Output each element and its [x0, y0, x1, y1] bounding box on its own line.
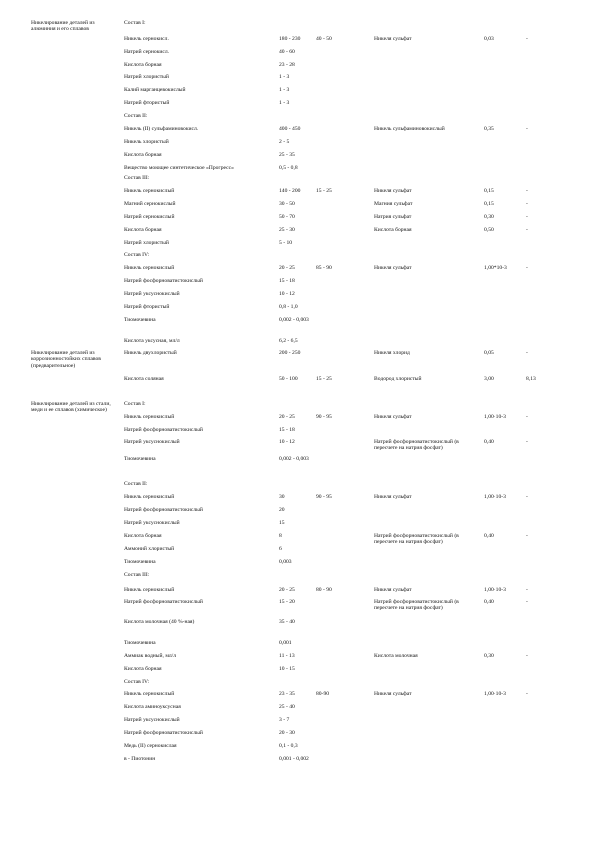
component-name: Натрий фосфорноватистокислый — [124, 599, 203, 605]
limit-value: 0,05 — [484, 350, 494, 356]
concentration-value: 10 - 12 — [279, 439, 295, 445]
component-name: Состав IV: — [124, 679, 150, 685]
controlled-substance: Никеля сульфат — [374, 414, 412, 420]
concentration-value: 0,002 - 0,003 — [279, 456, 309, 462]
concentration-value: 6,2 - 6,5 — [279, 338, 298, 344]
extra-value: - — [526, 494, 528, 500]
component-name: Никель сернокислый — [124, 587, 175, 593]
component-name: Магний сернокислый — [124, 201, 176, 207]
limit-value: 0,15 — [484, 201, 494, 207]
component-name: Натрий фосфорноватистокислый — [124, 427, 203, 433]
component-name: Кислота борная — [124, 152, 162, 158]
limit-value: 0,15 — [484, 188, 494, 194]
temperature-value: 80 - 90 — [316, 587, 332, 593]
limit-value: 0,30 — [484, 653, 494, 659]
concentration-value: 15 — [279, 520, 285, 526]
component-name: Состав II: — [124, 481, 148, 487]
component-name: Состав III: — [124, 175, 150, 181]
concentration-value: 200 - 250 — [279, 350, 301, 356]
limit-value: 0,40 — [484, 599, 494, 605]
concentration-value: 140 - 200 — [279, 188, 301, 194]
component-name: Состав III: — [124, 572, 150, 578]
concentration-value: 10 - 12 — [279, 291, 295, 297]
component-name: Вещество моющее синтетическое «Прогресс» — [124, 165, 234, 171]
component-name: Кислота молочная (40 %-ная) — [124, 619, 195, 625]
component-name: Натрий фосфорноватистокислый — [124, 730, 203, 736]
temperature-value: 80-90 — [316, 691, 330, 697]
component-name: Натрий уксуснокислый — [124, 520, 180, 526]
concentration-value: 40 - 60 — [279, 49, 295, 55]
controlled-substance: Никель сульфаминовокислый — [374, 126, 445, 132]
concentration-value: 10 - 15 — [279, 666, 295, 672]
controlled-substance: Никеля сульфат — [374, 494, 412, 500]
limit-value: 1,00·10-3 — [484, 494, 506, 500]
controlled-substance: Никеля сульфат — [374, 265, 412, 271]
concentration-value: 15 - 20 — [279, 599, 295, 605]
component-name: Аммоний хлористый — [124, 546, 175, 552]
limit-value: 1,00*10-3 — [484, 265, 507, 271]
component-name: Калий марганцевокислый — [124, 87, 186, 93]
temperature-value: 15 - 25 — [316, 188, 332, 194]
extra-value: - — [526, 653, 528, 659]
component-name: Натрий уксуснокислый — [124, 439, 180, 445]
concentration-value: 15 - 18 — [279, 427, 295, 433]
concentration-value: 0,5 - 0,8 — [279, 165, 298, 171]
temperature-value: 90 - 95 — [316, 494, 332, 500]
extra-value: - — [526, 227, 528, 233]
component-name: Никель сернокислый — [124, 691, 175, 697]
concentration-value: 1 - 3 — [279, 74, 290, 80]
concentration-value: 20 — [279, 507, 285, 513]
concentration-value: 8 — [279, 533, 282, 539]
limit-value: 0,35 — [484, 126, 494, 132]
component-name: Никель хлористый — [124, 139, 169, 145]
extra-value: - — [526, 599, 528, 605]
extra-value: - — [526, 265, 528, 271]
concentration-value: 23 - 28 — [279, 62, 295, 68]
concentration-value: 25 - 30 — [279, 227, 295, 233]
extra-value: - — [526, 414, 528, 420]
limit-value: 0,03 — [484, 36, 494, 42]
limit-value: 1,00·10-3 — [484, 691, 506, 697]
extra-value: - — [526, 201, 528, 207]
extra-value: - — [526, 214, 528, 220]
controlled-substance: Натрий фосфорноватистокислый (в пересчете на натрия фосфат) — [374, 533, 459, 546]
component-name: Никель двухлористый — [124, 350, 177, 356]
concentration-value: 50 - 70 — [279, 214, 295, 220]
concentration-value: 0,002 - 0,003 — [279, 317, 309, 323]
temperature-value: 15 - 25 — [316, 376, 332, 382]
limit-value: 0,30 — [484, 214, 494, 220]
concentration-value: 0,8 - 1,0 — [279, 304, 298, 310]
extra-value: - — [526, 439, 528, 445]
component-name: Натрий фтористый — [124, 304, 170, 310]
component-name: Натрий уксуснокислый — [124, 717, 180, 723]
component-name: Никель (II) сульфаминовокисл. — [124, 126, 199, 132]
concentration-value: 30 - 50 — [279, 201, 295, 207]
component-name: Кислота уксусная, мл/л — [124, 338, 180, 344]
component-name: Тиомочевина — [124, 317, 156, 323]
component-name: Кислота аминоуксусная — [124, 704, 181, 710]
concentration-value: 2 - 5 — [279, 139, 290, 145]
limit-value: 0,50 — [484, 227, 494, 233]
concentration-value: 0,003 — [279, 559, 292, 565]
concentration-value: 25 - 35 — [279, 152, 295, 158]
component-name: Состав I: — [124, 20, 146, 26]
extra-value: - — [526, 691, 528, 697]
concentration-value: 20 - 25 — [279, 265, 295, 271]
concentration-value: 23 - 35 — [279, 691, 295, 697]
component-name: Кислота борная — [124, 227, 162, 233]
concentration-value: 180 - 230 — [279, 36, 301, 42]
component-name: Натрий сернокислый — [124, 214, 175, 220]
concentration-value: 20 - 25 — [279, 587, 295, 593]
component-name: Натрий хлористый — [124, 240, 169, 246]
concentration-value: 400 - 450 — [279, 126, 301, 132]
component-name: Кислота борная — [124, 666, 162, 672]
controlled-substance: Натрий фосфорноватистокислый (в пересчете на натрия фосфат) — [374, 439, 459, 452]
controlled-substance: Никеля сульфат — [374, 188, 412, 194]
controlled-substance: Никеля хлорид — [374, 350, 410, 356]
limit-value: 0,40 — [484, 439, 494, 445]
component-name: Натрий уксуснокислый — [124, 291, 180, 297]
component-name: Натрий фосфорноватистокислый — [124, 278, 203, 284]
extra-value: - — [526, 350, 528, 356]
controlled-substance: Кислота молочная — [374, 653, 418, 659]
component-name: Никель сернокислый — [124, 188, 175, 194]
concentration-value: 3 - 7 — [279, 717, 290, 723]
component-name: Состав II: — [124, 113, 148, 119]
concentration-value: 1 - 3 — [279, 100, 290, 106]
component-name: Натрий хлористый — [124, 74, 169, 80]
component-name: Кислота борная — [124, 62, 162, 68]
controlled-substance: Натрий фосфорноватистокислый (в пересчете на натрия фосфат) — [374, 599, 459, 612]
component-name: Натрий сернокисл. — [124, 49, 170, 55]
limit-value: 0,40 — [484, 533, 494, 539]
component-name: Никель сернокислый — [124, 494, 175, 500]
controlled-substance: Водород хлористый — [374, 376, 422, 382]
component-name: в - Пиотонин — [124, 756, 156, 762]
concentration-value: 50 - 100 — [279, 376, 298, 382]
component-name: Натрий фосфорноватистокислый — [124, 507, 203, 513]
extra-value: - — [526, 126, 528, 132]
component-name: Медь (II) сернокислая — [124, 743, 177, 749]
extra-value: - — [526, 533, 528, 539]
concentration-value: 6 — [279, 546, 282, 552]
extra-value: 8,13 — [526, 376, 536, 382]
concentration-value: 11 - 13 — [279, 653, 295, 659]
controlled-substance: Никеля сульфат — [374, 587, 412, 593]
limit-value: 1,00·10-3 — [484, 414, 506, 420]
limit-value: 1,00·10-3 — [484, 587, 506, 593]
concentration-value: 20 - 25 — [279, 414, 295, 420]
controlled-substance: Никеля сульфат — [374, 36, 412, 42]
concentration-value: 0,001 - 0,002 — [279, 756, 309, 762]
temperature-value: 85 - 90 — [316, 265, 332, 271]
process-name: Никелирование деталей из коррозионностойких сплавов (предварительное) — [31, 350, 101, 369]
temperature-value: 90 - 95 — [316, 414, 332, 420]
limit-value: 3,00 — [484, 376, 494, 382]
component-name: Никель сернокислый — [124, 414, 175, 420]
component-name: Тиомочевина — [124, 559, 156, 565]
concentration-value: 5 - 10 — [279, 240, 293, 246]
concentration-value: 0,1 - 0,3 — [279, 743, 298, 749]
component-name: Тиомочевина — [124, 456, 156, 462]
component-name: Состав I: — [124, 401, 146, 407]
concentration-value: 0,001 — [279, 640, 292, 646]
component-name: Никель сернокислый — [124, 265, 175, 271]
concentration-value: 15 - 18 — [279, 278, 295, 284]
component-name: Натрий фтористый — [124, 100, 170, 106]
concentration-value: 1 - 3 — [279, 87, 290, 93]
concentration-value: 20 - 30 — [279, 730, 295, 736]
controlled-substance: Кислота борная — [374, 227, 412, 233]
component-name: Аммиак водный, мл/л — [124, 653, 177, 659]
process-name: Никелирование деталей из стали, меди и ее сплавов (химическое) — [31, 401, 111, 414]
component-name: Кислота соляная — [124, 376, 164, 382]
process-name: Никелирование деталей из алюминия и его сплавов — [31, 20, 95, 33]
component-name: Никель сернокисл. — [124, 36, 169, 42]
concentration-value: 25 - 40 — [279, 704, 295, 710]
extra-value: - — [526, 587, 528, 593]
concentration-value: 35 - 40 — [279, 619, 295, 625]
component-name: Состав IV: — [124, 252, 150, 258]
concentration-value: 30 — [279, 494, 285, 500]
controlled-substance: Натрия сульфат — [374, 214, 412, 220]
component-name: Кислота борная — [124, 533, 162, 539]
component-name: Тиомочевина — [124, 640, 156, 646]
controlled-substance: Магния сульфат — [374, 201, 413, 207]
temperature-value: 40 - 50 — [316, 36, 332, 42]
extra-value: - — [526, 188, 528, 194]
extra-value: - — [526, 36, 528, 42]
controlled-substance: Никеля сульфат — [374, 691, 412, 697]
